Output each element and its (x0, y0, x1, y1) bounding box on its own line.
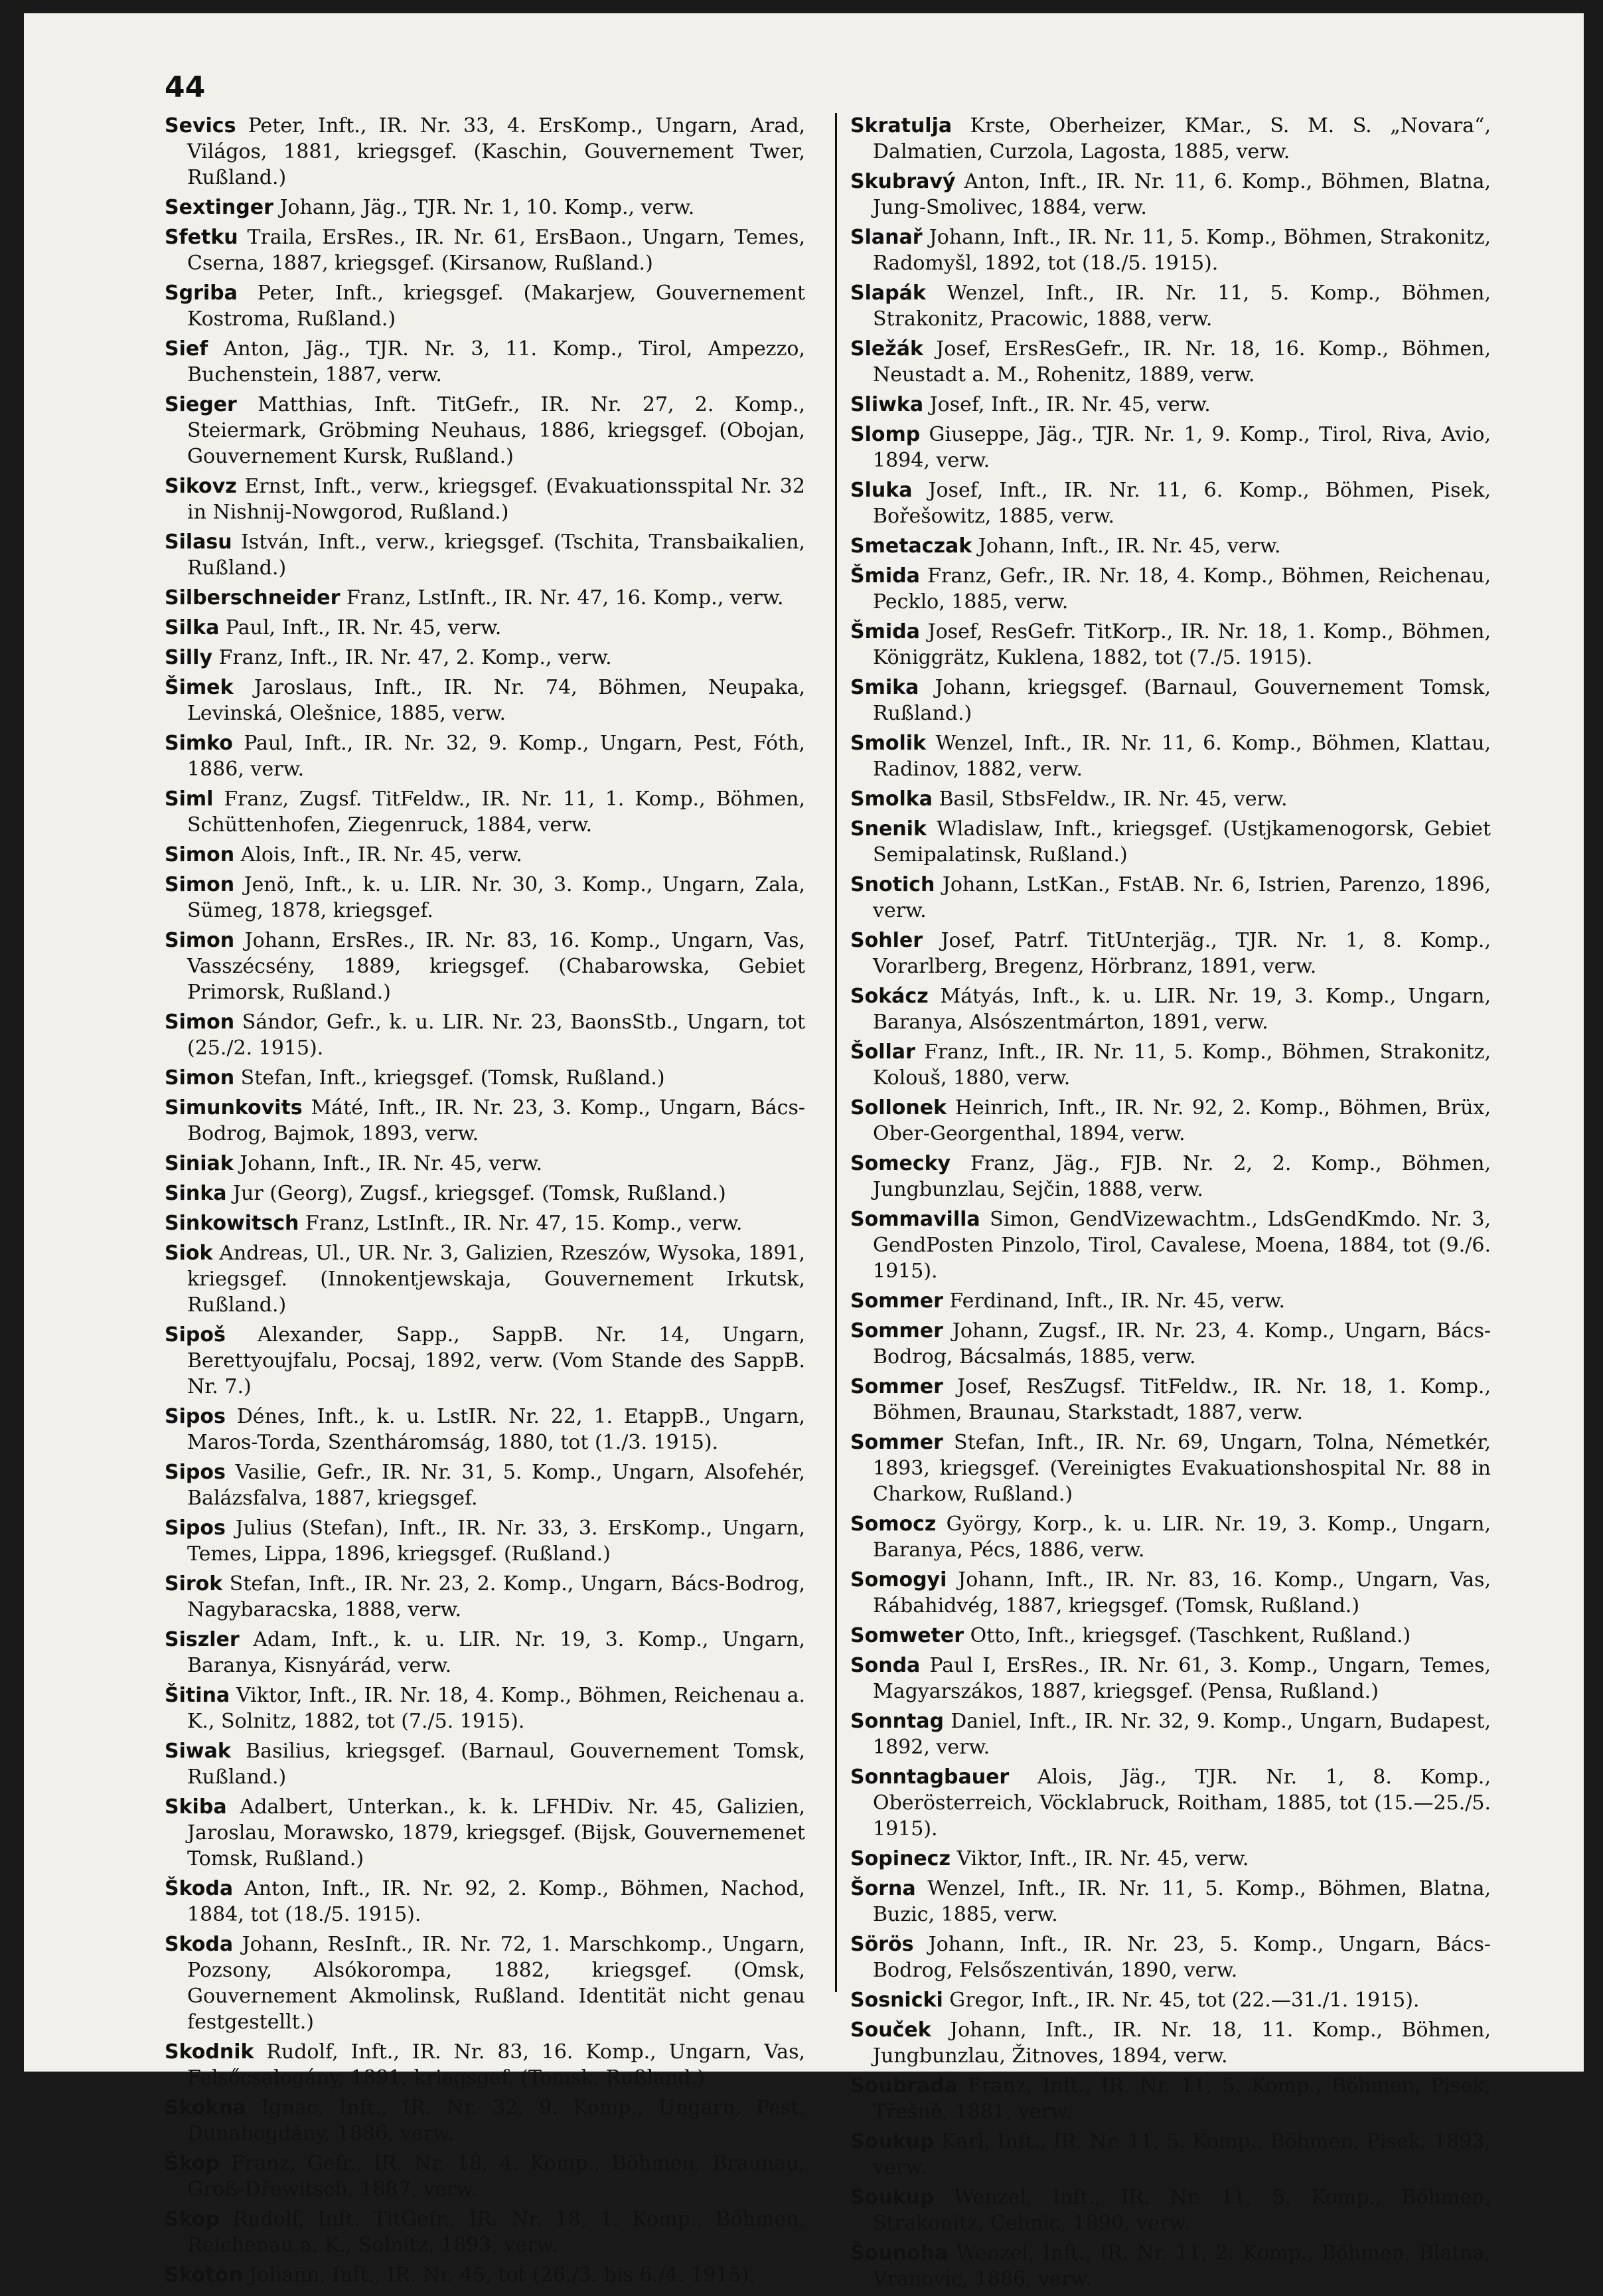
casualty-entry (850, 563, 1491, 615)
entry-details: Adalbert, Unterkan., k. k. LFHDiv. Nr. 45, Galizien, Jaroslau, Morawsko, 1879, kriegsgef. (Bijsk, Gouvernemenet Tomsk, Rußland.) (187, 1795, 805, 1870)
entry-surname: Silasu (165, 531, 232, 554)
entry-surname: Snenik (850, 817, 927, 841)
entry-surname: Skiba (165, 1795, 227, 1819)
casualty-entry (850, 1764, 1491, 1842)
casualty-entry (165, 1738, 805, 1790)
entry-details: Simon, GendVizewachtm., LdsGendKmdo. Nr. 3, GendPosten Pinzolo, Tirol, Cavalese, Moena, 1884, tot (9./6. 1915). (873, 1208, 1491, 1283)
casualty-entry (165, 1627, 805, 1679)
entry-details: Wenzel, Inft., IR. Nr. 11, 5. Komp., Böhmen, Strakonitz, Pracowic, 1888, verw. (873, 282, 1491, 331)
entry-surname: Sinka (165, 1182, 227, 1205)
entry-details: Matthias, Inft. TitGefr., IR. Nr. 27, 2. Komp., Steiermark, Gröbming Neuhaus, 1886, kriegsgef. (Obojan, Gouvernement Kursk, Rußland.) (187, 393, 805, 468)
casualty-entry (850, 113, 1491, 165)
entry-surname: Skodnik (165, 2040, 254, 2064)
casualty-entry (165, 2151, 805, 2202)
entry-surname: Sliwka (850, 393, 924, 416)
casualty-entry (165, 1065, 805, 1091)
entry-details: Johann, LstKan., FstAB. Nr. 6, Istrien, Parenzo, 1896, verw. (873, 873, 1491, 922)
casualty-entry (850, 1288, 1491, 1314)
entry-surname: Sommer (850, 1431, 943, 1454)
entry-surname: Sipoš (165, 1323, 226, 1347)
casualty-entry (850, 1374, 1491, 1426)
entry-surname: Sommer (850, 1289, 943, 1313)
casualty-entry (850, 336, 1491, 388)
entry-details: Franz, Gefr., IR. Nr. 18, 4. Komp., Böhmen, Reichenau, Pecklo, 1885, verw. (873, 564, 1491, 614)
entry-details: Ferdinand, Inft., IR. Nr. 45, verw. (943, 1289, 1286, 1313)
entry-details: Stefan, Inft., IR. Nr. 69, Ungarn, Tolna, Németkér, 1893, kriegsgef. (Vereinigtes Evakuationshospital Nr. 88 in Charkow, Rußland.) (873, 1431, 1491, 1506)
casualty-entry (165, 786, 805, 838)
casualty-entry (165, 1794, 805, 1872)
entry-surname: Smika (850, 676, 919, 699)
casualty-entry (165, 113, 805, 191)
entry-details: Alois, Inft., IR. Nr. 45, verw. (234, 843, 522, 866)
entry-surname: Simko (165, 732, 233, 755)
casualty-entry (850, 1623, 1491, 1649)
page-number: 44 (165, 70, 206, 104)
entry-surname: Sief (165, 337, 208, 361)
entry-details: Franz, Inft., IR. Nr. 47, 2. Komp., verw. (212, 646, 612, 669)
casualty-entry (850, 169, 1491, 220)
right-column (850, 113, 1491, 2296)
entry-details: Otto, Inft., kriegsgef. (Taschkent, Rußland.) (964, 1624, 1411, 1647)
entry-surname: Somocz (850, 1513, 937, 1536)
casualty-entry (850, 422, 1491, 473)
entry-details: Viktor, Inft., IR. Nr. 45, verw. (950, 1847, 1249, 1870)
entry-details: Stefan, Inft., kriegsgef. (Tomsk, Rußland.) (234, 1066, 665, 1090)
entry-surname: Sirok (165, 1572, 223, 1596)
entry-details: Basil, StbsFeldw., IR. Nr. 45, verw. (932, 787, 1288, 811)
entry-surname: Smolka (850, 787, 933, 811)
entry-surname: Smetaczak (850, 534, 972, 558)
entry-details: Franz, Inft., IR. Nr. 11, 5. Komp., Böhmen, Pisek, Třešně, 1881, verw. (873, 2074, 1491, 2123)
entry-details: Alexander, Sapp., SappB. Nr. 14, Ungarn, Berettyoujfalu, Pocsaj, 1892, verw. (Vom Stande des SappB. Nr. 7.) (187, 1323, 805, 1398)
casualty-entry (850, 619, 1491, 671)
entry-details: Rudolf, Inft., IR. Nr. 83, 16. Komp., Ungarn, Vas, Felsőcsalogány, 1891, kriegsgef. (Tomsk, Rußland.) (187, 2040, 805, 2090)
entry-surname: Škop (165, 2152, 220, 2175)
casualty-entry (165, 872, 805, 924)
entry-surname: Somecky (850, 1152, 951, 1175)
entry-details: Stefan, Inft., IR. Nr. 23, 2. Komp., Ungarn, Bács-Bodrog, Nagybaracska, 1888, verw. (187, 1572, 805, 1621)
column-divider (835, 113, 837, 1992)
entry-details: Peter, Inft., IR. Nr. 33, 4. ErsKomp., Ungarn, Arad, Világos, 1881, kriegsgef. (Kaschin, Gouvernement Twer, Rußland.) (187, 114, 805, 189)
casualty-entry (165, 1095, 805, 1147)
entry-details: Máté, Inft., IR. Nr. 23, 3. Komp., Ungarn, Bács-Bodrog, Bajmok, 1893, verw. (187, 1096, 805, 1145)
entry-details: Anton, Jäg., TJR. Nr. 3, 11. Komp., Tirol, Ampezzo, Buchenstein, 1887, verw. (187, 337, 805, 386)
entry-details: Franz, LstInft., IR. Nr. 47, 16. Komp., verw. (340, 586, 784, 610)
entry-details: Josef, Inft., IR. Nr. 11, 6. Komp., Böhmen, Pisek, Bořešowitz, 1885, verw. (873, 479, 1491, 528)
casualty-entry (165, 2262, 805, 2288)
entry-surname: Sikovz (165, 475, 237, 498)
entry-surname: Sipos (165, 1405, 226, 1428)
entry-surname: Sgriba (165, 282, 238, 305)
casualty-entry (850, 280, 1491, 332)
entry-surname: Soukup (850, 2186, 935, 2209)
entry-details: Mátyás, Inft., k. u. LIR. Nr. 19, 3. Komp., Ungarn, Baranya, Alsószentmárton, 1891, verw. (873, 985, 1491, 1034)
casualty-entry (850, 1095, 1491, 1147)
casualty-entry (850, 1653, 1491, 1704)
entry-surname: Simon (165, 873, 235, 896)
casualty-entry (165, 336, 805, 388)
casualty-entry (850, 392, 1491, 418)
entry-surname: Skubravý (850, 170, 956, 193)
entry-details: Ignac, Inft., IR. Nr. 32, 9. Komp., Ungarn, Pest, Dunabogdány, 1886, verw. (187, 2096, 805, 2145)
entry-details: Gregor, Inft., IR. Nr. 45, tot (22.—31./1. 1915). (943, 1989, 1420, 2012)
entry-details: Anton, Inft., IR. Nr. 92, 2. Komp., Böhmen, Nachod, 1884, tot (18./5. 1915). (187, 1877, 805, 1926)
entry-surname: Šmida (850, 620, 920, 643)
entry-surname: Sipos (165, 1461, 226, 1484)
entry-details: Johann, Inft., IR. Nr. 23, 5. Komp., Ungarn, Bács-Bodrog, Felsőszentiván, 1890, verw. (873, 1933, 1491, 1982)
entry-surname: Šorna (850, 1877, 916, 1900)
entry-details: Traila, ErsRes., IR. Nr. 61, ErsBaon., Ungarn, Temes, Cserna, 1887, kriegsgef. (Kirsanow, Rußland.) (187, 226, 805, 275)
entry-details: Peter, Inft., kriegsgef. (Makarjew, Gouvernement Kostroma, Rußland.) (187, 282, 805, 331)
entry-details: Franz, Zugsf. TitFeldw., IR. Nr. 11, 1. Komp., Böhmen, Schüttenhofen, Ziegenruck, 1884, verw. (187, 787, 805, 837)
entry-details: Jur (Georg), Zugsf., kriegsgef. (Tomsk, Rußland.) (226, 1182, 726, 1205)
entry-surname: Souček (850, 2018, 931, 2042)
entry-details: Paul, Inft., IR. Nr. 32, 9. Komp., Ungarn, Pest, Fóth, 1886, verw. (187, 732, 805, 781)
entry-details: Daniel, Inft., IR. Nr. 32, 9. Komp., Ungarn, Budapest, 1892, verw. (873, 1710, 1491, 1759)
casualty-entry (165, 1151, 805, 1177)
entry-surname: Skop (165, 2208, 220, 2231)
entry-details: Dénes, Inft., k. u. LstIR. Nr. 22, 1. EtappB., Ungarn, Maros-Torda, Szentháromság, 1880, tot (1./3. 1915). (187, 1405, 805, 1454)
entry-details: Basilius, kriegsgef. (Barnaul, Gouvernement Tomsk, Rußland.) (187, 1740, 805, 1789)
casualty-entry (165, 2039, 805, 2091)
entry-surname: Sinkowitsch (165, 1212, 299, 1235)
entry-surname: Smolik (850, 732, 926, 755)
entry-surname: Sfetku (165, 226, 238, 249)
entry-details: Josef, Patrf. TitUnterjäg., TJR. Nr. 1, 8. Komp., Vorarlberg, Bregenz, Hörbranz, 1891, verw. (873, 929, 1491, 978)
casualty-entry (165, 645, 805, 671)
entry-surname: Siok (165, 1242, 213, 1265)
casualty-entry (165, 2095, 805, 2147)
entry-surname: Sörös (850, 1933, 914, 1956)
entry-details: Franz, LstInft., IR. Nr. 47, 15. Komp., verw. (299, 1212, 743, 1235)
entry-details: Paul I, ErsRes., IR. Nr. 61, 3. Komp., Ungarn, Temes, Magyarszákos, 1887, kriegsgef. (Pensa, Rußland.) (873, 1654, 1491, 1703)
entry-details: Karl, Inft., IR. Nr. 11, 5. Komp., Böhmen, Pisek, 1893, verw. (873, 2130, 1491, 2179)
entry-details: Adam, Inft., k. u. LIR. Nr. 19, 3. Komp., Ungarn, Baranya, Kisnyárád, verw. (187, 1628, 805, 1677)
casualty-entry (165, 1876, 805, 1927)
casualty-entry (850, 786, 1491, 812)
entry-surname: Silberschneider (165, 586, 341, 610)
casualty-entry (165, 2206, 805, 2258)
entry-details: Ernst, Inft., verw., kriegsgef. (Evakuationsspital Nr. 32 in Nishnij-Nowgorod, Rußland.) (187, 475, 805, 524)
entry-surname: Soubrada (850, 2074, 958, 2097)
entry-surname: Sommavilla (850, 1208, 980, 1231)
entry-details: Johann, Inft., IR. Nr. 18, 11. Komp., Böhmen, Jungbunzlau, Žitnoves, 1894, verw. (873, 2018, 1491, 2068)
entry-surname: Sommer (850, 1375, 943, 1398)
entry-details: Andreas, Ul., UR. Nr. 3, Galizien, Rzeszów, Wysoka, 1891, kriegsgef. (Innokentjewskaja, Gouvernement Irkutsk, Rußland.) (187, 1242, 805, 1317)
entry-surname: Sextinger (165, 196, 273, 219)
entry-details: Paul, Inft., IR. Nr. 45, verw. (219, 616, 502, 639)
entry-surname: Siniak (165, 1152, 234, 1175)
entry-details: Johann, Inft., IR. Nr. 45, tot (26./3. bis 6./4. 1915). (242, 2263, 755, 2287)
entry-details: Wenzel, Inft., IR. Nr. 11, 6. Komp., Böhmen, Klattau, Radinov, 1882, verw. (873, 732, 1491, 781)
entry-surname: Skoda (165, 1933, 234, 1956)
entry-details: Wenzel, Inft., IR. Nr. 11, 5. Komp., Böhmen, Strakonitz, Cehnic, 1890, verw. (873, 2186, 1491, 2235)
casualty-entry (165, 473, 805, 525)
casualty-entry (165, 730, 805, 782)
casualty-entry (850, 1876, 1491, 1927)
entry-surname: Škoda (165, 1877, 234, 1900)
entry-surname: Sluka (850, 479, 913, 502)
entry-details: György, Korp., k. u. LIR. Nr. 19, 3. Komp., Ungarn, Baranya, Pécs, 1886, verw. (873, 1513, 1491, 1562)
casualty-entry (850, 2073, 1491, 2125)
entry-details: Vasilie, Gefr., IR. Nr. 31, 5. Komp., Ungarn, Alsofehér, Balázsfalva, 1887, kriegsgef. (187, 1461, 805, 1510)
entry-details: Jaroslaus, Inft., IR. Nr. 74, Böhmen, Neupaka, Levinská, Olešnice, 1885, verw. (187, 676, 805, 725)
entry-surname: Sipos (165, 1517, 226, 1540)
entry-details: Wenzel, Inft., IR. Nr. 11, 5. Komp., Böhmen, Blatna, Buzic, 1885, verw. (873, 1877, 1491, 1926)
entry-surname: Sokácz (850, 985, 929, 1008)
entry-details: Anton, Inft., IR. Nr. 11, 6. Komp., Böhmen, Blatna, Jung-Smolivec, 1884, verw. (873, 170, 1491, 219)
casualty-entry (165, 1009, 805, 1061)
entry-details: Johann, ErsRes., IR. Nr. 83, 16. Komp., Ungarn, Vas, Vasszécsény, 1889, kriegsgef. (Chabarowska, Gebiet Primorsk, Rußland.) (187, 929, 805, 1004)
casualty-entry (165, 1404, 805, 1455)
casualty-entry (165, 1682, 805, 1734)
entry-surname: Sohler (850, 929, 923, 952)
entry-surname: Somweter (850, 1624, 964, 1647)
casualty-entry (850, 928, 1491, 979)
entry-surname: Snotich (850, 873, 935, 896)
entry-surname: Šimek (165, 676, 234, 699)
entry-details: Jenö, Inft., k. u. LIR. Nr. 30, 3. Komp., Ungarn, Zala, Sümeg, 1878, kriegsgef. (187, 873, 805, 922)
entry-details: Julius (Stefan), Inft., IR. Nr. 33, 3. ErsKomp., Ungarn, Temes, Lippa, 1896, kriegsgef. (Rußland.) (187, 1517, 805, 1566)
entry-surname: Sonntag (850, 1710, 944, 1733)
entry-details: Alois, Jäg., TJR. Nr. 1, 8. Komp., Oberösterreich, Vöcklabruck, Roitham, 1885, tot (15.—25./5. 1915). (873, 1765, 1491, 1841)
casualty-entry (165, 280, 805, 332)
casualty-entry (850, 1318, 1491, 1370)
casualty-entry (165, 1515, 805, 1567)
casualty-entry (165, 1459, 805, 1511)
entry-surname: Soukup (850, 2130, 935, 2153)
casualty-entry (850, 1846, 1491, 1872)
entry-details: Johann, Inft., IR. Nr. 83, 16. Komp., Ungarn, Vas, Rábahidvég, 1887, kriegsgef. (Tomsk, Rußland.) (873, 1568, 1491, 1617)
entry-details: Viktor, Inft., IR. Nr. 18, 4. Komp., Böhmen, Reichenau a. K., Solnitz, 1882, tot (7./5. 1915). (187, 1684, 805, 1733)
casualty-entry (850, 730, 1491, 782)
entry-surname: Simon (165, 1066, 235, 1090)
casualty-entry (165, 585, 805, 611)
casualty-entry (850, 816, 1491, 868)
entry-details: Johann, Jäg., TJR. Nr. 1, 10. Komp., verw. (273, 196, 695, 219)
casualty-entry (165, 1931, 805, 2035)
entry-details: Johann, ResInft., IR. Nr. 72, 1. Marschkomp., Ungarn, Pozsony, Alsókorompa, 1882, kriegsgef. (Omsk, Gouvernement Akmolinsk, Rußland. Identität nicht genau festgestellt.) (187, 1933, 805, 2034)
entry-details: Franz, Gefr., IR. Nr. 18, 4. Komp., Böhmen, Braunau, Groß-Dřewitsch, 1887, verw. (187, 2152, 805, 2201)
entry-surname: Šitina (165, 1684, 230, 1707)
entry-surname: Silka (165, 616, 220, 639)
entry-details: Johann, Inft., IR. Nr. 45, verw. (972, 534, 1281, 558)
casualty-entry (850, 477, 1491, 529)
casualty-entry (850, 2184, 1491, 2236)
entry-surname: Slapák (850, 282, 926, 305)
entry-details: Johann, Inft., IR. Nr. 11, 5. Komp., Böhmen, Strakonitz, Radomyšl, 1892, tot (18./5. 1915). (873, 226, 1491, 275)
entry-surname: Sieger (165, 393, 237, 416)
entry-surname: Skoton (165, 2263, 243, 2287)
casualty-entry (850, 1511, 1491, 1563)
entry-details: Josef, ResGefr. TitKorp., IR. Nr. 18, 1. Komp., Böhmen, Königgrätz, Kuklena, 1882, tot (7./5. 1915). (873, 620, 1491, 669)
casualty-entry (850, 983, 1491, 1035)
entry-details: Franz, Inft., IR. Nr. 11, 5. Komp., Böhmen, Strakonitz, Kolouš, 1880, verw. (873, 1040, 1491, 1090)
entry-surname: Sopinecz (850, 1847, 951, 1870)
casualty-entry (165, 615, 805, 641)
entry-surname: Somogyi (850, 1568, 947, 1592)
casualty-entry (850, 2017, 1491, 2069)
entry-details: Giuseppe, Jäg., TJR. Nr. 1, 9. Komp., Tirol, Riva, Avio, 1894, verw. (873, 423, 1491, 472)
casualty-entry (850, 1708, 1491, 1760)
entry-details: Rudolf, Inft. TitGefr., IR. Nr. 18, 1. Komp., Böhmen, Reichenau a. K., Solnitz, 1893, verw. (187, 2208, 805, 2257)
entry-details: Krste, Oberheizer, KMar., S. M. S. „Novara“, Dalmatien, Curzola, Lagosta, 1885, verw. (873, 114, 1491, 163)
entry-surname: Šollar (850, 1040, 915, 1064)
entry-details: István, Inft., verw., kriegsgef. (Tschita, Transbaikalien, Rußland.) (187, 531, 805, 580)
entry-surname: Sevics (165, 114, 236, 137)
casualty-entry (850, 1931, 1491, 1983)
casualty-entry (850, 1430, 1491, 1507)
entry-surname: Šounoha (850, 2242, 949, 2265)
casualty-entry (850, 533, 1491, 559)
entry-details: Johann, kriegsgef. (Barnaul, Gouvernement Tomsk, Rußland.) (873, 676, 1491, 725)
entry-surname: Slanař (850, 226, 923, 249)
entry-details: Josef, ResZugsf. TitFeldw., IR. Nr. 18, 1. Komp., Böhmen, Braunau, Starkstadt, 1887, verw. (873, 1375, 1491, 1424)
entry-details: Wenzel, Inft., IR. Nr. 11, 2. Komp., Böhmen, Blatna, Vranovic, 1886, verw. (873, 2242, 1491, 2291)
entry-details: Josef, ErsResGefr., IR. Nr. 18, 16. Komp., Böhmen, Neustadt a. M., Rohenitz, 1889, verw. (873, 337, 1491, 386)
casualty-entry (165, 195, 805, 220)
entry-details: Johann, Zugsf., IR. Nr. 23, 4. Komp., Ungarn, Bács-Bodrog, Bácsalmás, 1885, verw. (873, 1319, 1491, 1368)
casualty-entry (165, 842, 805, 868)
left-column (165, 113, 805, 2292)
casualty-entry (850, 872, 1491, 924)
casualty-entry (165, 1322, 805, 1400)
entry-details: Sándor, Gefr., k. u. LIR. Nr. 23, BaonsStb., Ungarn, tot (25./2. 1915). (187, 1011, 805, 1060)
casualty-entry (165, 928, 805, 1005)
entry-surname: Skokna (165, 2096, 246, 2119)
entry-surname: Siszler (165, 1628, 240, 1651)
casualty-entry (850, 1987, 1491, 2013)
casualty-entry (165, 675, 805, 726)
entry-details: Johann, Inft., IR. Nr. 45, verw. (233, 1152, 543, 1175)
entry-details: Josef, Inft., IR. Nr. 45, verw. (923, 393, 1211, 416)
casualty-entry (850, 2240, 1491, 2292)
entry-surname: Simon (165, 929, 235, 952)
casualty-entry (165, 1240, 805, 1318)
entry-surname: Siwak (165, 1740, 231, 1763)
entry-details: Heinrich, Inft., IR. Nr. 92, 2. Komp., Böhmen, Brüx, Ober-Georgenthal, 1894, verw. (873, 1096, 1491, 1145)
entry-surname: Sležák (850, 337, 923, 361)
casualty-entry (165, 1181, 805, 1206)
casualty-entry (165, 224, 805, 276)
casualty-entry (165, 392, 805, 469)
casualty-entry (850, 2129, 1491, 2180)
entry-surname: Siml (165, 787, 214, 811)
casualty-entry (165, 529, 805, 581)
entry-surname: Simunkovits (165, 1096, 303, 1119)
casualty-entry (850, 1567, 1491, 1619)
entry-surname: Skratulja (850, 114, 953, 137)
entry-surname: Silly (165, 646, 213, 669)
entry-surname: Sollonek (850, 1096, 947, 1119)
document-page (24, 13, 1584, 2291)
casualty-entry (165, 1571, 805, 1623)
entry-surname: Sonntagbauer (850, 1765, 1010, 1789)
entry-surname: Simon (165, 843, 235, 866)
entry-surname: Sosnicki (850, 1989, 943, 2012)
entry-surname: Slomp (850, 423, 921, 446)
casualty-entry (850, 1151, 1491, 1202)
entry-surname: Simon (165, 1011, 235, 1034)
casualty-entry (850, 1039, 1491, 1091)
entry-details: Franz, Jäg., FJB. Nr. 2, 2. Komp., Böhmen, Jungbunzlau, Sejčin, 1888, verw. (873, 1152, 1491, 1201)
entry-details: Wladislaw, Inft., kriegsgef. (Ustjkamenogorsk, Gebiet Semipalatinsk, Rußland.) (873, 817, 1491, 866)
casualty-entry (850, 675, 1491, 726)
casualty-entry (850, 224, 1491, 276)
casualty-entry (850, 1206, 1491, 1284)
entry-surname: Šmida (850, 564, 920, 588)
entry-surname: Sonda (850, 1654, 921, 1677)
entry-surname: Sommer (850, 1319, 943, 1343)
casualty-entry (165, 1210, 805, 1236)
